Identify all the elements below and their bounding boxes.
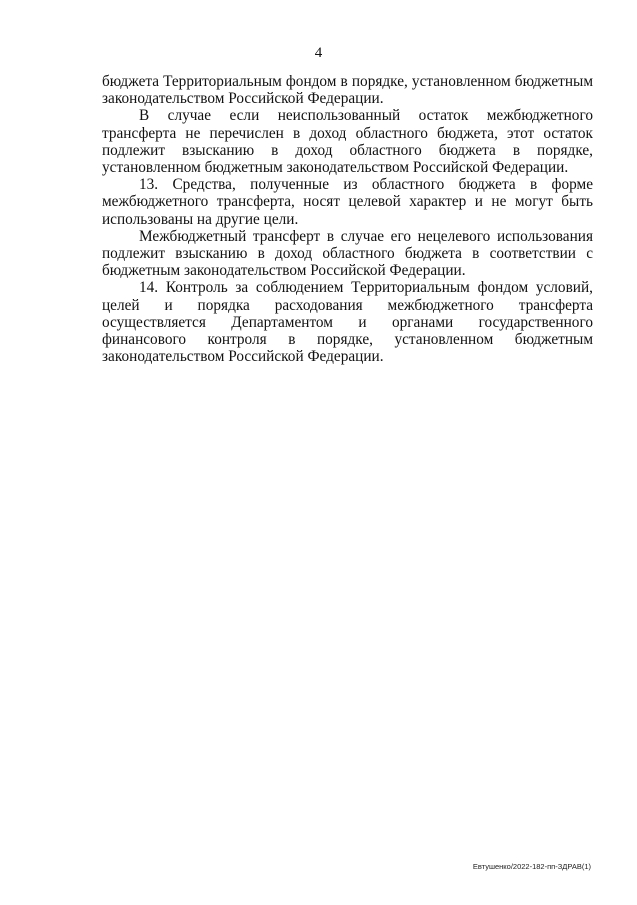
document-footer-code: Евтушенко/2022-182-пп-ЗДРАВ(1)	[472, 862, 591, 871]
paragraph-14-control: 14. Контроль за соблюдением Территориальным фондом условий, целей и порядка расходования межбюджетного трансферта осуществляется Департаментом и органами государственного финансового контроля в порядке, установленном бюджетным законодательством Российской Федерации.	[102, 279, 593, 366]
paragraph-continuation: бюджета Территориальным фондом в порядке, установленном бюджетным законодательством Российской Федерации.	[102, 73, 593, 108]
document-body	[102, 73, 593, 365]
page-number: 4	[314, 45, 323, 61]
paragraph-13-targeted-funds: 13. Средства, полученные из областного бюджета в форме межбюджетного трансферта, носят целевой характер и не могут быть использованы на другие цели.	[102, 176, 593, 228]
paragraph-unused-balance: В случае если неиспользованный остаток межбюджетного трансферта не перечислен в доход областного бюджета, этот остаток подлежит взысканию в доход областного бюджета в порядке, установленном бюджетным законодательством Российской Федерации.	[102, 107, 593, 177]
paragraph-misuse-recovery: Межбюджетный трансферт в случае его нецелевого использования подлежит взысканию в доход областного бюджета в соответствии с бюджетным законодательством Российской Федерации.	[102, 227, 593, 280]
